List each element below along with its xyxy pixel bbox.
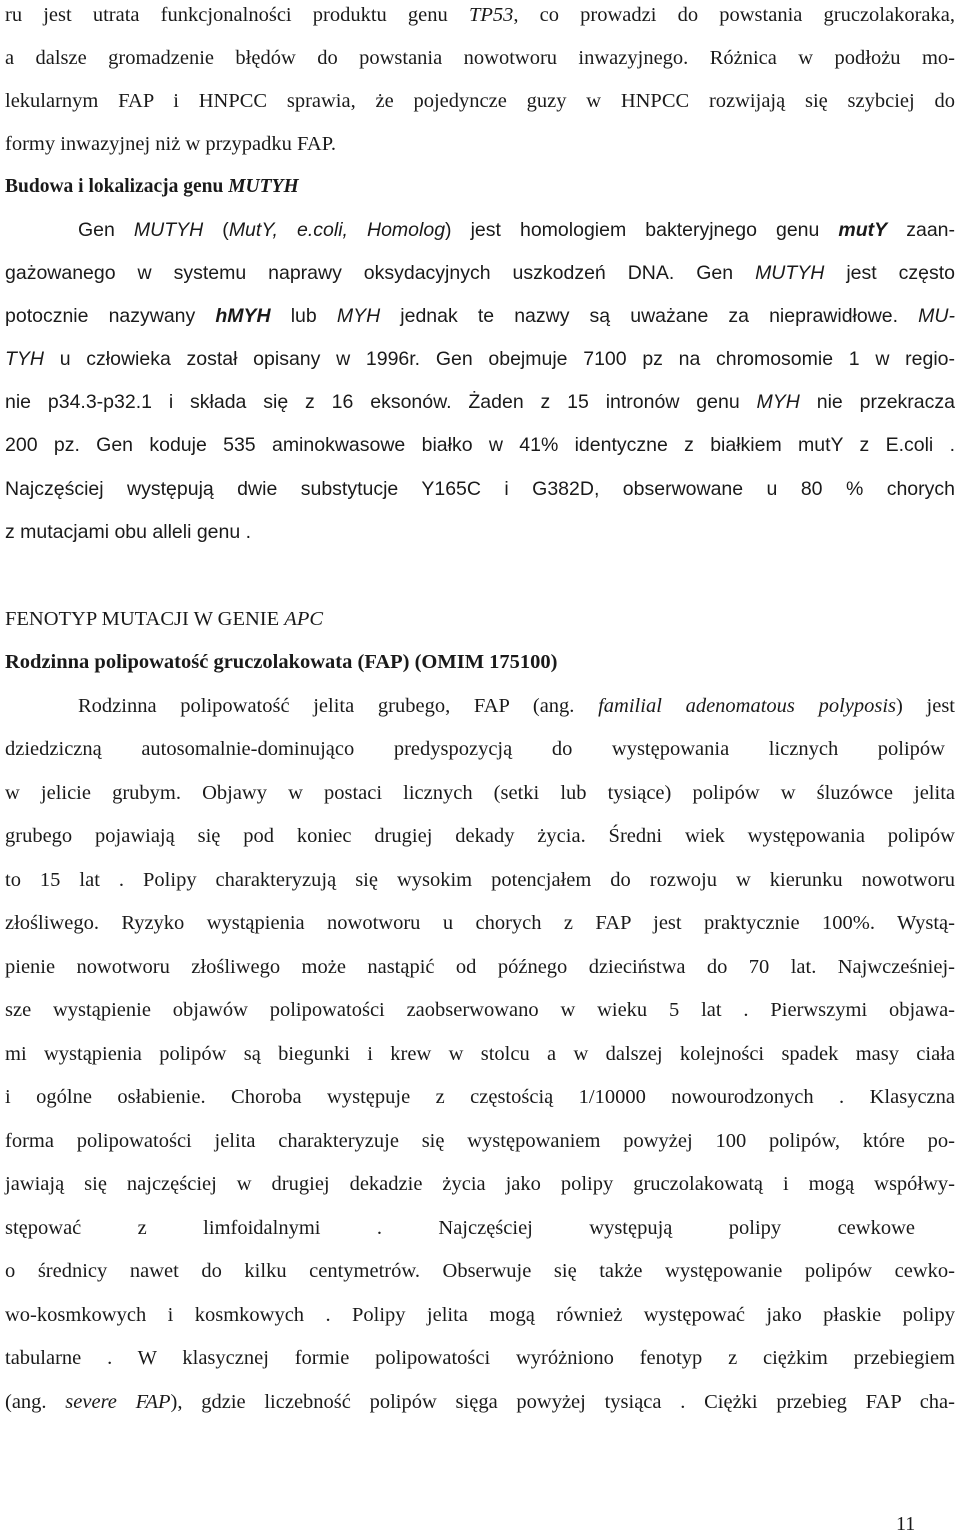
text-line: Najczęściej występują dwie substytucje Y165C i G382D, obserwowane u 80 % chorych	[5, 478, 955, 500]
text-line: potocznie nazywany hMYH lub MYH jednak te nazwy są uważane za nieprawidłowe. MU-	[5, 305, 955, 327]
text-line: gażowanego w systemu naprawy oksydacyjnych uszkodzeń DNA. Gen MUTYH jest często	[5, 262, 955, 284]
text-line: wo-kosmkowych i kosmkowych . Polipy jelita mogą również występować jako płaskie polipy	[5, 1304, 955, 1326]
text-line: tabularne . W klasycznej formie polipowatości wyróżniono fenotyp z ciężkim przebiegiem	[5, 1347, 955, 1369]
text-line: formy inwazyjnej niż w przypadku FAP.	[5, 133, 336, 155]
text-line: sze wystąpienie objawów polipowatości zaobserwowano w wieku 5 lat . Pierwszymi objawa-	[5, 999, 955, 1021]
text-line: Gen MUTYH (MutY, e.coli, Homolog) jest homologiem bakteryjnego genu mutY zaan-	[78, 219, 956, 241]
text-line: jawiają się najczęściej w drugiej dekadzie życia jako polipy gruczolakowatą i mogą współwy-	[5, 1173, 955, 1195]
text-line: grubego pojawiają się pod koniec drugiej dekady życia. Średni wiek występowania polipów	[5, 825, 955, 847]
text-line: i ogólne osłabienie. Choroba występuje z częstością 1/10000 nowourodzonych . Klasyczna	[5, 1086, 955, 1108]
text-line: dziedziczną autosomalnie-dominująco predyspozycją do występowania licznych polipów	[5, 738, 945, 760]
page-number: 11	[896, 1513, 916, 1535]
text-line: 200 pz. Gen koduje 535 aminokwasowe białko w 41% identyczne z białkiem mutY z E.coli .	[5, 434, 955, 456]
text-line: Rodzinna polipowatość jelita grubego, FAP (ang. familial adenomatous polyposis) jest	[78, 695, 956, 717]
section-title-apc: FENOTYP MUTACJI W GENIE APC	[5, 608, 324, 630]
text-line: mi wystąpienia polipów są biegunki i krew w stolcu a w dalszej kolejności spadek masy ciała	[5, 1043, 955, 1065]
text-line: z mutacjami obu alleli genu .	[5, 521, 252, 543]
text-line: stępować z limfoidalnymi . Najczęściej występują polipy cewkowe	[5, 1217, 915, 1239]
text-line: w jelicie grubym. Objawy w postaci licznych (setki lub tysiące) polipów w śluzówce jelita	[5, 782, 955, 804]
text-line: to 15 lat . Polipy charakteryzują się wysokim potencjałem do rozwoju w kierunku nowotworu	[5, 869, 955, 891]
text-line: ru jest utrata funkcjonalności produktu genu TP53, co prowadzi do powstania gruczolakoraka,	[5, 4, 955, 26]
text-line: TYH u człowieka został opisany w 1996r. Gen obejmuje 7100 pz na chromosomie 1 w regio-	[5, 348, 955, 370]
text-line: (ang. severe FAP), gdzie liczebność polipów sięga powyżej tysiąca . Ciężki przebieg FAP cha-	[5, 1391, 955, 1413]
text-line: pienie nowotworu złośliwego może nastąpić od późnego dzieciństwa do 70 lat. Najwcześniej-	[5, 956, 955, 978]
section-subtitle-fap: Rodzinna polipowatość gruczolakowata (FAP) (OMIM 175100)	[5, 651, 558, 673]
text-line: forma polipowatości jelita charakteryzuje się występowaniem powyżej 100 polipów, które po-	[5, 1130, 955, 1152]
text-line: a dalsze gromadzenie błędów do powstania nowotworu inwazyjnego. Różnica w podłożu mo-	[5, 47, 955, 69]
text-line: o średnicy nawet do kilku centymetrów. Obserwuje się także występowanie polipów cewko-	[5, 1260, 955, 1282]
text-line: lekularnym FAP i HNPCC sprawia, że pojedyncze guzy w HNPCC rozwijają się szybciej do	[5, 90, 955, 112]
text-line: nie p34.3-p32.1 i składa się z 16 eksonów. Żaden z 15 intronów genu MYH nie przekracza	[5, 391, 955, 413]
text-line: złośliwego. Ryzyko wystąpienia nowotworu u chorych z FAP jest praktycznie 100%. Wystą-	[5, 912, 955, 934]
section-heading-mutyh: Budowa i lokalizacja genu MUTYH	[5, 176, 299, 197]
